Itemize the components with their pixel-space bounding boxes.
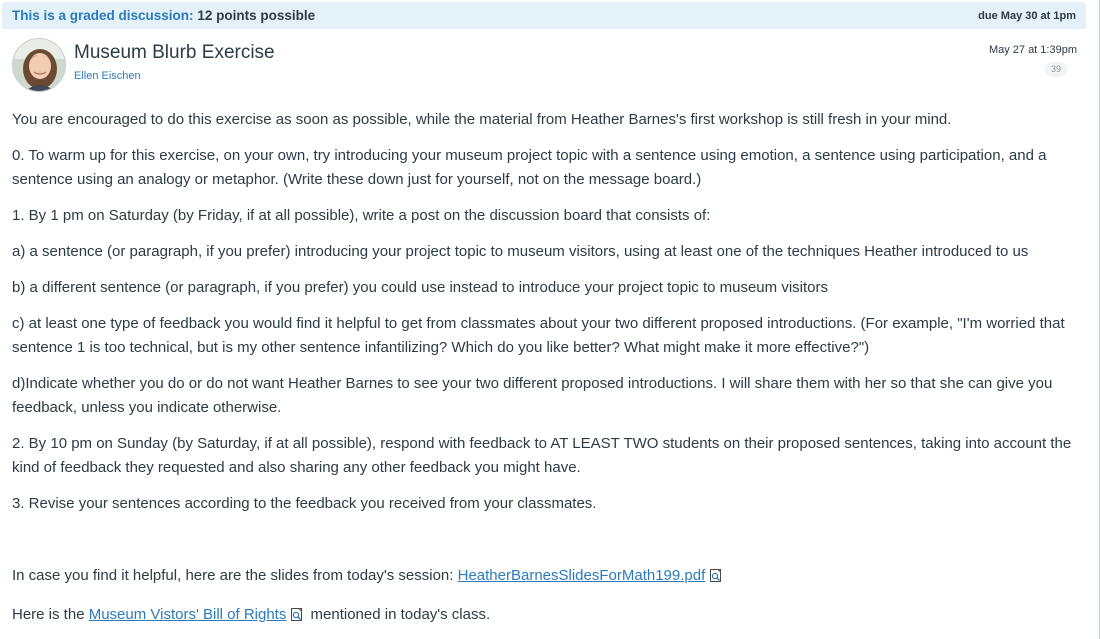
rights-paragraph (12, 603, 1082, 630)
points-possible: 12 points possible (197, 8, 316, 23)
document-preview-icon[interactable] (709, 567, 723, 591)
discussion-body (12, 108, 1082, 639)
step-0-paragraph: 0. To warm up for this exercise, on your own, try introducing your museum project topic with a sentence using emotion, a sentence using participation, and a sentence using an analogy or metaphor. (Write these down just for yourself, not on the message board.) (12, 147, 1047, 188)
graded-label: This is a graded discussion: (12, 8, 194, 23)
slides-prefix-text: In case you find it helpful, here are the slides from today's session: (12, 567, 458, 584)
author-name-link[interactable]: Ellen Eischen (74, 70, 141, 82)
rights-suffix-text: mentioned in today's class. (306, 606, 491, 623)
step-3-paragraph: 3. Revise your sentences according to the feedback you received from your classmates. (12, 495, 597, 512)
graded-discussion-banner (2, 2, 1086, 29)
rights-prefix-text: Here is the (12, 606, 89, 623)
slides-pdf-link[interactable]: HeatherBarnesSlidesForMath199.pdf (457, 567, 706, 584)
discussion-title: Museum Blurb Exercise (74, 42, 275, 63)
slides-paragraph (12, 564, 1082, 591)
blank-line (12, 528, 1082, 552)
step-1b-paragraph: b) a different sentence (or paragraph, if you prefer) you could use instead to introduce your project topic to museum visitors (12, 279, 828, 296)
step-1d-paragraph: d)Indicate whether you do or do not want Heather Barnes to see your two different proposed introductions. I will share them with her so that she can give you feedback, unless you indicate otherwise. (12, 375, 1053, 416)
step-2-paragraph: 2. By 10 pm on Sunday (by Saturday, if at all possible), respond with feedback to AT LEAST TWO students on their proposed sentences, taking into account the kind of feedback they requested and also sharing any other feedback you might have. (12, 435, 1072, 476)
reply-count-badge: 39 (1045, 62, 1067, 77)
step-1-paragraph: 1. By 1 pm on Saturday (by Friday, if at all possible), write a post on the discussion board that consists of: (12, 207, 711, 224)
intro-paragraph: You are encouraged to do this exercise as soon as possible, while the material from Heather Barnes's first workshop is still fresh in your mind. (12, 111, 952, 128)
step-1a-paragraph: a) a sentence (or paragraph, if you prefer) introducing your project topic to museum visitors, using at least one of the techniques Heather introduced to us (12, 243, 1029, 260)
graded-info (12, 8, 315, 23)
post-date: May 27 at 1:39pm (988, 44, 1077, 56)
due-date: due May 30 at 1pm (978, 9, 1076, 22)
bill-of-rights-link[interactable]: Museum Vistors' Bill of Rights (88, 606, 287, 623)
step-1c-paragraph: c) at least one type of feedback you would find it helpful to get from classmates about your two different proposed introductions. (For example, "I'm worried that sentence 1 is too technical, but is my other sentence infantilizing? Which do you like better? What might make it more effective?") (12, 315, 1065, 356)
document-preview-icon[interactable] (290, 606, 304, 630)
author-avatar[interactable] (12, 38, 66, 92)
